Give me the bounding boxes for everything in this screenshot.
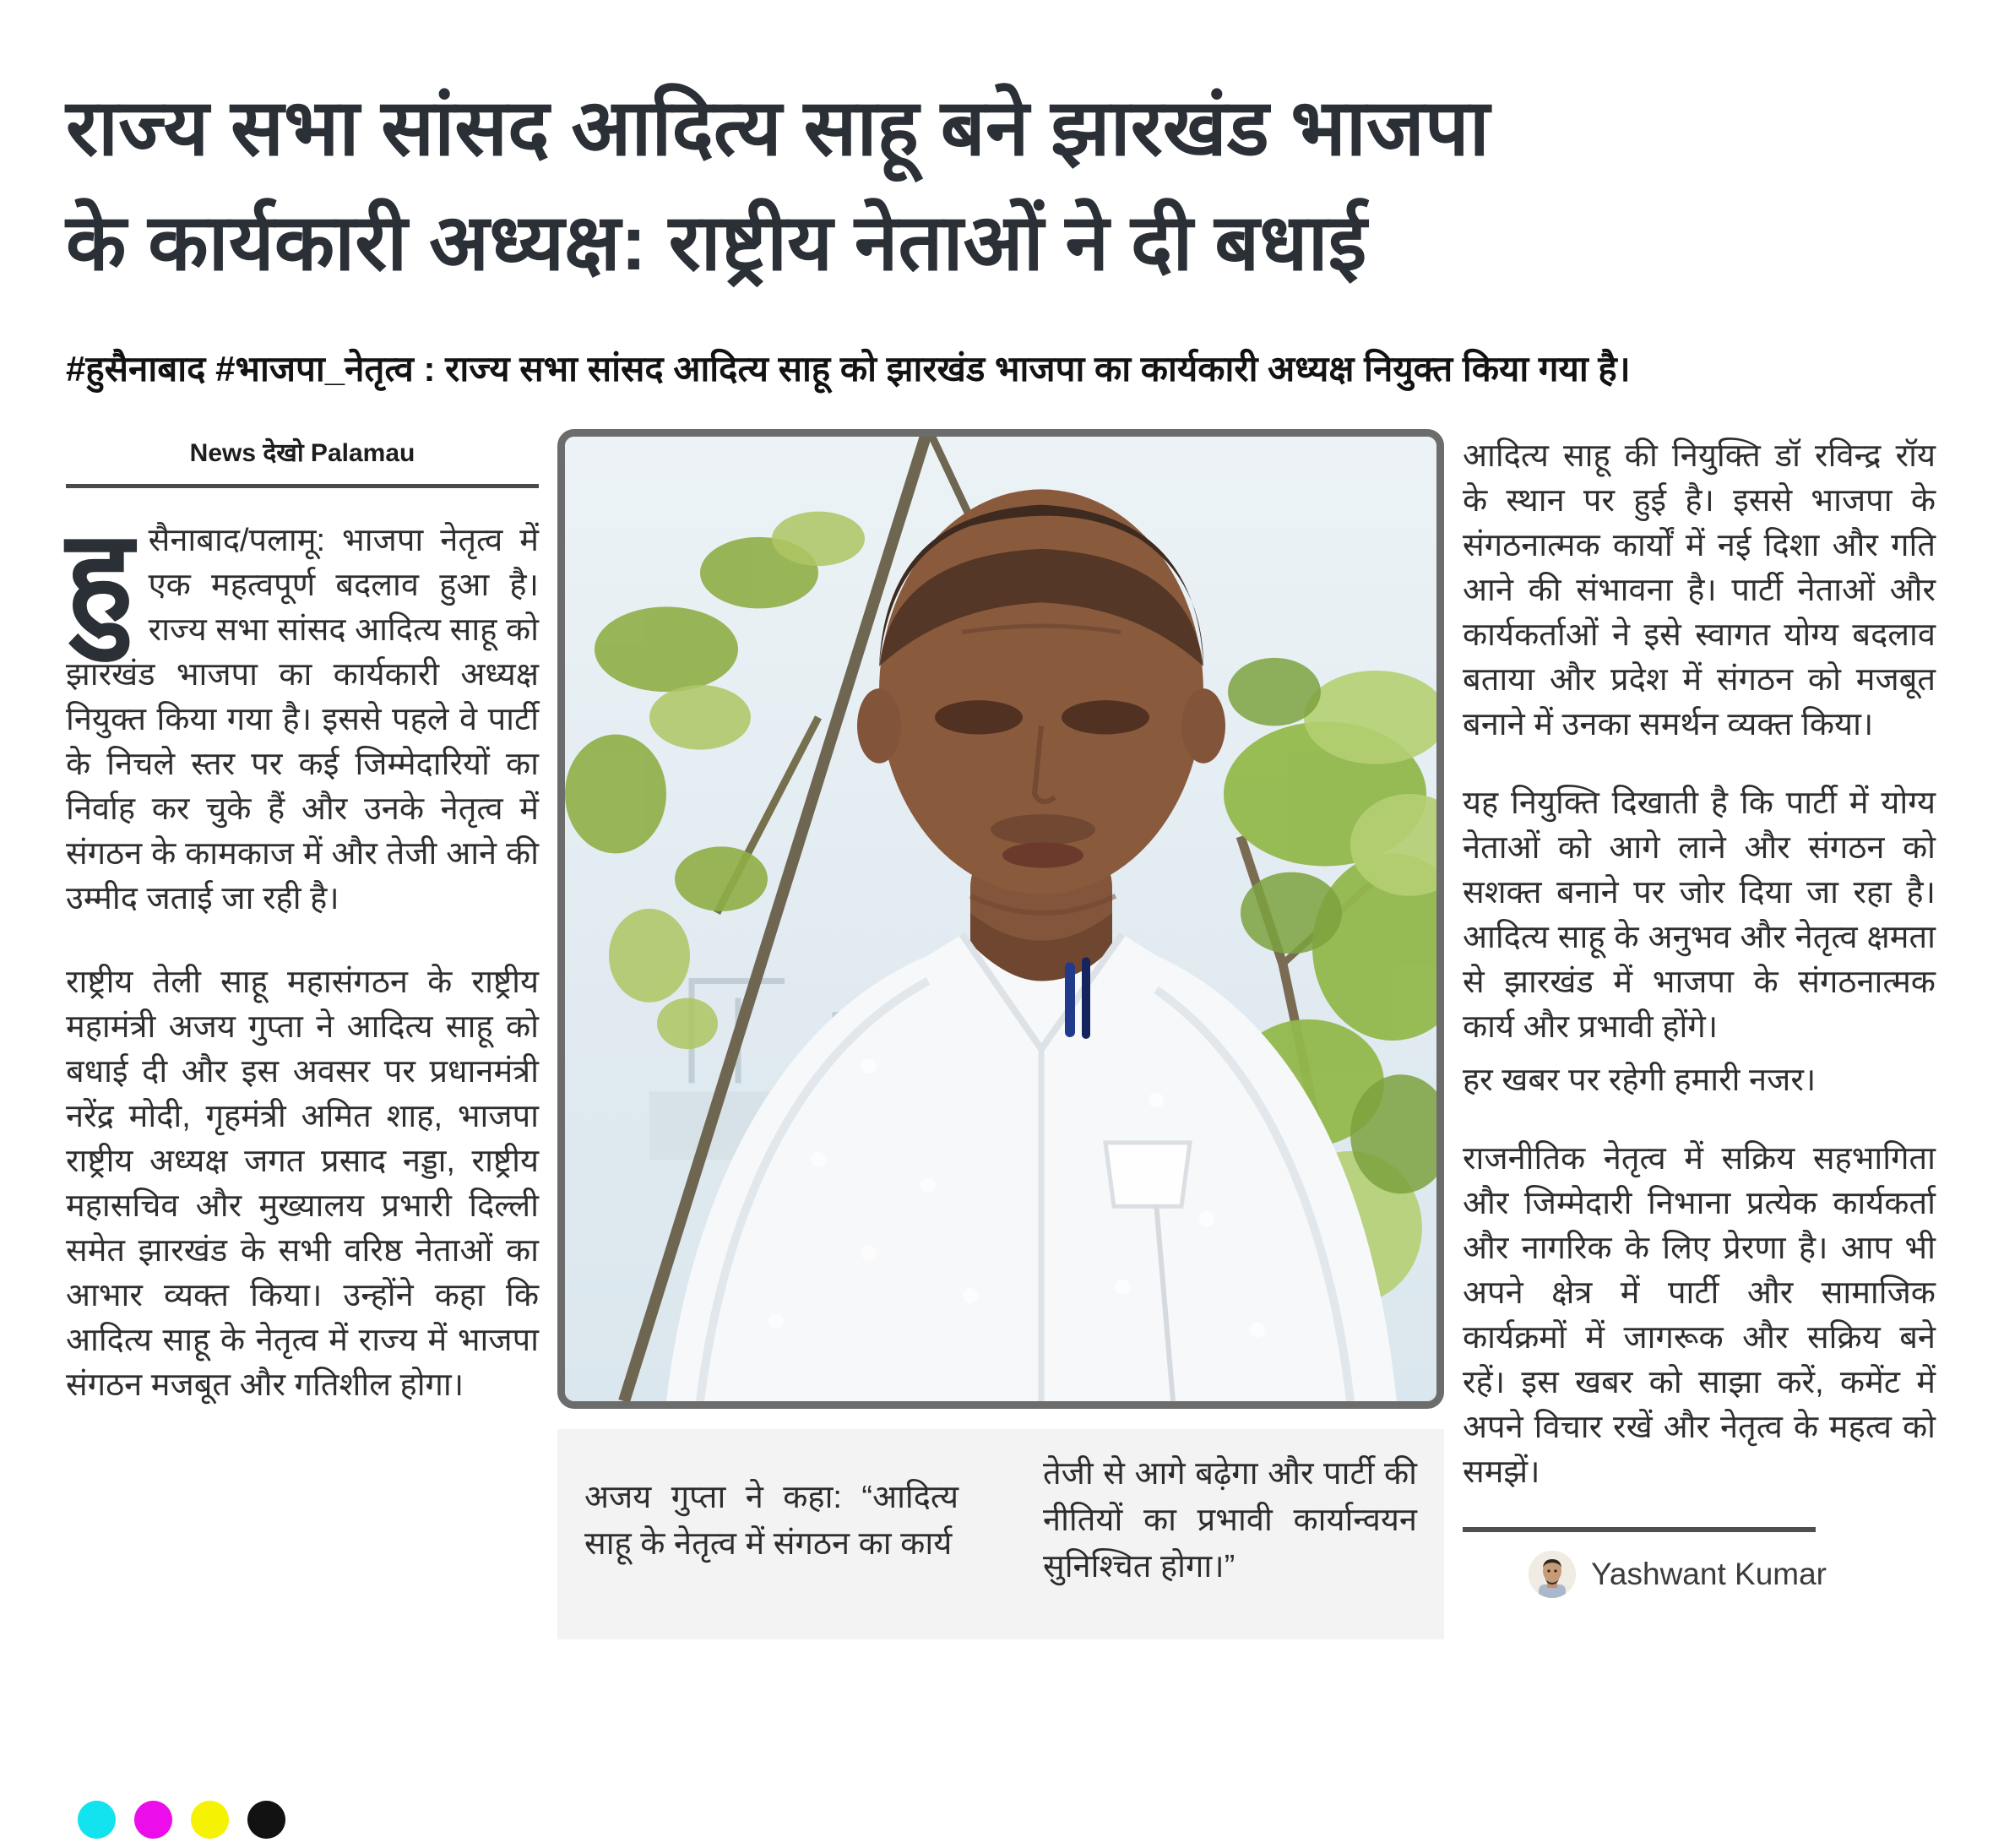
publication-name: News देखो Palamau <box>189 439 415 468</box>
kicker-divider <box>66 484 539 488</box>
black-dot <box>247 1801 285 1839</box>
page-title <box>66 71 1942 301</box>
photo-illustration <box>565 437 1436 1401</box>
headline-line-1: राज्य सभा सांसद आदित्य साहू बने झारखंड भाजपा <box>66 84 1490 171</box>
article-body <box>66 429 1993 1639</box>
paragraph-4: यह नियुक्ति दिखाती है कि पार्टी में योग्य नेताओं को आगे लाने और संगठन को सशक्त बनाने पर जोर दिया जा रहा है। आदित्य साहू के अनुभव और नेतृत्व क्षमता से झारखंड में भाजपा के संगठनात्मक कार्य और प्रभावी होंगे। <box>1463 785 1936 1046</box>
print-color-marks <box>78 1801 285 1839</box>
magenta-dot <box>134 1801 172 1839</box>
subtitle: #हुसैनाबाद #भाजपा_नेतृत्व : राज्य सभा सांसद आदित्य साहू को झारखंड भाजपा का कार्यकारी अध्यक्ष नियुक्त किया गया है। <box>66 348 1631 389</box>
caption-right: तेजी से आगे बढ़ेगा और पार्टी की नीतियों का प्रभावी कार्यान्वयन सुनिश्चित होगा।” <box>1043 1456 1417 1585</box>
author-byline <box>1463 1551 1936 1598</box>
headline-line-2: के कार्यकारी अध्यक्ष: राष्ट्रीय नेताओं ने दी बधाई <box>66 198 1367 286</box>
caption-left: अजय गुप्ता ने कहा: “आदित्य साहू के नेतृत्व में संगठन का कार्य <box>584 1479 958 1562</box>
paragraph-2: राष्ट्रीय तेली साहू महासंगठन के राष्ट्रीय महामंत्री अजय गुप्ता ने आदित्य साहू को बधाई दी और इस अवसर पर प्रधानमंत्री नरेंद्र मोदी, गृहमंत्री अमित शाह, भाजपा राष्ट्रीय अध्यक्ष जगत प्रसाद नड्डा, राष्ट्रीय महासचिव और मुख्यालय प्रभारी दिल्ली समेत झारखंड के सभी वरिष्ठ नेताओं का आभार व्यक्त किया। उन्होंने कहा कि आदित्य साहू के नेतृत्व में राज्य में भाजपा संगठन मजबूत और गतिशील होगा। <box>66 965 539 1404</box>
paragraph-6: राजनीतिक नेतृत्व में सक्रिय सहभागिता और जिम्मेदारी निभाना प्रत्येक कार्यकर्ता और नागरिक के लिए प्रेरणा है। आप भी अपने क्षेत्र में पार्टी और सामाजिक कार्यक्रमों में जागरूक और सक्रिय बने रहें। इस खबर को साझा करें, कमेंट में अपने विचार रखें और नेतृत्व के महत्व को समझें। <box>1463 1141 1936 1491</box>
paragraph-3: आदित्य साहू की नियुक्ति डॉ रविन्द्र रॉय के स्थान पर हुई है। इससे भाजपा के संगठनात्मक कार्यों में नई दिशा और गति आने की संभावना है। पार्टी नेताओं और कार्यकर्ताओं ने इसे स्वागत योग्य बदलाव बताया और प्रदेश में संगठन को मजबूत बनाने में उनका समर्थन व्यक्त किया। <box>1463 438 1936 743</box>
photo-caption <box>557 1429 1444 1639</box>
paragraph-5: हर खबर पर रहेगी हमारी नजर। <box>1463 1063 1817 1099</box>
author-avatar-illustration <box>1529 1551 1576 1598</box>
article-page <box>0 71 1993 1639</box>
author-name: Yashwant Kumar <box>1591 1557 1827 1592</box>
yellow-dot <box>191 1801 229 1839</box>
left-column <box>66 429 539 1639</box>
paragraph-1-text: सैनाबाद/पलामू: भाजपा नेतृत्व में एक महत्वपूर्ण बदलाव हुआ है। राज्य सभा सांसद आदित्य साहू को झारखंड भाजपा का कार्यकारी अध्यक्ष नियुक्त किया गया है। इससे पहले वे पार्टी के निचले स्तर पर कई जिम्मेदारियों का निर्वाह कर चुके हैं और उनके नेतृत्व में संगठन के कामकाज में और तेजी आने की उम्मीद जताई जा रही है। <box>66 523 539 917</box>
right-column <box>1463 429 1936 1639</box>
paragraph-1 <box>66 505 539 921</box>
drop-cap: हु <box>66 505 133 648</box>
cyan-dot <box>78 1801 116 1839</box>
author-avatar <box>1529 1551 1576 1598</box>
article-photo <box>557 429 1444 1409</box>
author-divider <box>1463 1527 1816 1532</box>
center-column <box>557 429 1444 1639</box>
